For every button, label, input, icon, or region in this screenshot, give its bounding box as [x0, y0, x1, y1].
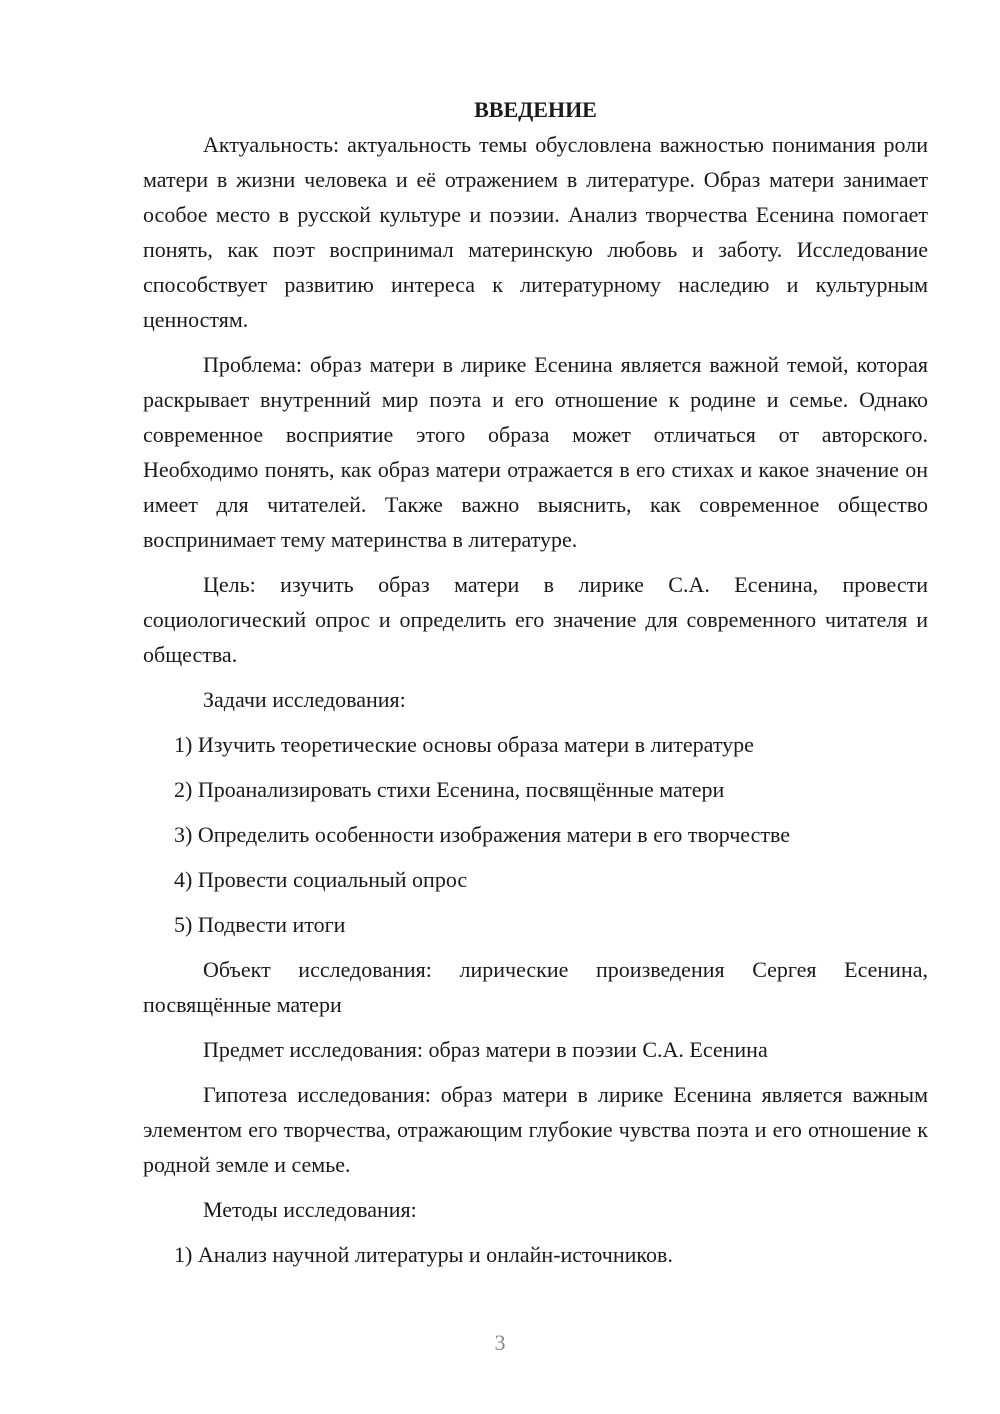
task-item: 3) Определить особенности изображения матери в его творчестве	[174, 822, 791, 847]
subject-paragraph: Предмет исследования: образ матери в поэзии С.А. Есенина	[203, 1037, 768, 1062]
task-item: 5) Подвести итоги	[174, 912, 346, 937]
page-title: ВВЕДЕНИЕ	[474, 97, 597, 122]
methods-heading: Методы исследования:	[203, 1197, 417, 1222]
tasks-heading: Задачи исследования:	[203, 687, 406, 712]
goal-paragraph: Цель: изучить образ матери в лирике С.А. Есенина, провести социологический опрос и определить его значение для современного читателя и общества.	[143, 572, 928, 667]
task-item: 2) Проанализировать стихи Есенина, посвящённые матери	[174, 777, 725, 802]
object-paragraph: Объект исследования: лирические произведения Сергея Есенина, посвящённые матери	[143, 957, 928, 1017]
problem-paragraph: Проблема: образ матери в лирике Есенина является важной темой, которая раскрывает внутренний мир поэта и его отношение к родине и семье. Однако современное восприятие этого образа может отличаться от авторского. Необходимо понять, как образ матери отражается в его стихах и какое значение он имеет для читателей. Также важно выяснить, как современное общество воспринимает тему материнства в литературе.	[143, 352, 928, 552]
relevance-paragraph: Актуальность: актуальность темы обусловлена важностью понимания роли матери в жизни человека и её отражением в литературе. Образ матери занимает особое место в русской культуре и поэзии. Анализ творчества Есенина помогает понять, как поэт воспринимал материнскую любовь и заботу. Исследование способствует развитию интереса к литературному наследию и культурным ценностям.	[143, 132, 928, 332]
page-number: 3	[494, 1330, 506, 1355]
methods-list	[143, 1237, 928, 1272]
document-page	[143, 92, 928, 1282]
hypothesis-paragraph: Гипотеза исследования: образ матери в лирике Есенина является важным элементом его творчества, отражающим глубокие чувства поэта и его отношение к родной земле и семье.	[143, 1082, 928, 1177]
task-item: 1) Изучить теоретические основы образа матери в литературе	[174, 732, 754, 757]
tasks-list	[143, 727, 928, 942]
task-item: 4) Провести социальный опрос	[174, 867, 468, 892]
method-item: 1) Анализ научной литературы и онлайн-источников.	[174, 1242, 673, 1267]
